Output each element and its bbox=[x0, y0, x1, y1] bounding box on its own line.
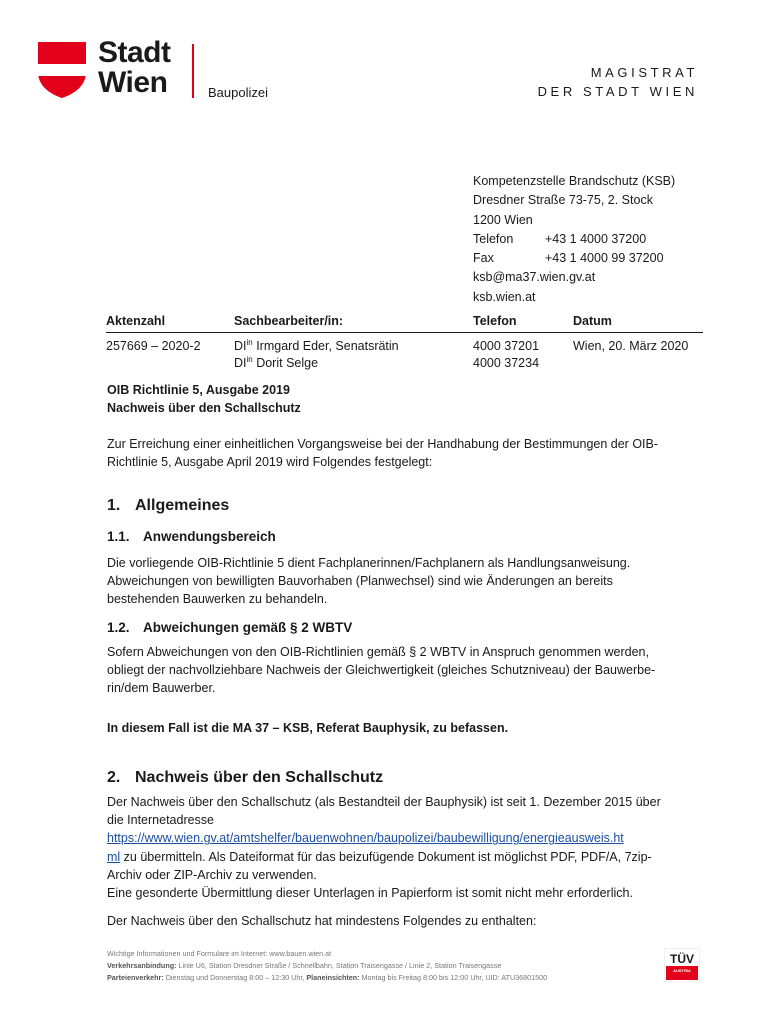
logo-wordmark bbox=[98, 38, 171, 98]
section-1-2-note: In diesem Fall ist die MA 37 – KSB, Referat Bauphysik, zu befassen. bbox=[107, 721, 509, 735]
svg-text:TÜV: TÜV bbox=[670, 952, 694, 966]
header-sachbearbeiter: Sachbearbeiter/in: bbox=[234, 314, 344, 328]
reference-table bbox=[106, 314, 703, 374]
footer-hours: Parteienverkehr: Dienstag und Donnerstag 8:00 – 12:30 Uhr, Planeinsichten: Montag bis Freitag 8:00 bis 12:00 Uhr, UID: ATU36801500 bbox=[107, 973, 548, 982]
sender-address bbox=[473, 172, 675, 307]
datum-value: Wien, 20. März 2020 bbox=[573, 339, 689, 353]
magistrat-line1: MAGISTRAT bbox=[590, 65, 698, 80]
subject bbox=[107, 381, 697, 417]
telefon-1: 4000 37201 bbox=[473, 339, 540, 353]
section-1-1-paragraph: Die vorliegende OIB-Richtlinie 5 dient Fachplanerinnen/Fachplanern als Handlungsanweisung. Abweichungen von bewilligten Bauvorhaben (Planwechsel) sind wie Änderungen an bereits bestehenden Bauwerken zu behandeln. bbox=[107, 556, 631, 607]
address-email: ksb@ma37.wien.gv.at bbox=[473, 270, 596, 285]
stadt-wien-emblem-icon bbox=[38, 42, 86, 98]
footer bbox=[107, 948, 547, 984]
logo-line-stadt: Stadt bbox=[98, 36, 171, 69]
section-1-heading: 1. Allgemeines bbox=[107, 497, 230, 514]
address-web: ksb.wien.at bbox=[473, 289, 536, 304]
section-2-paragraph: Der Nachweis über den Schallschutz (als Bestandteil der Bauphysik) ist seit 1. Dezember 2015 über die Internetadresse https://www.wien.gv.at/amtshelfer/bauenwohnen/baupolizei/baubewilligung/energieausweis.ht ml zu übermitteln. Als Dateiformat für das beizufügende Dokument ist möglichst PDF, PDF/A, 7zip- Archiv oder ZIP-Archiv zu verwenden. Eine gesonderte Übermittlung dieser Unterlagen in Papierform ist somit nicht mehr erforderlich. bbox=[107, 795, 661, 901]
header-telefon: Telefon bbox=[473, 314, 517, 328]
reference-values-row bbox=[106, 338, 703, 374]
department-name: Baupolizei bbox=[208, 85, 268, 100]
address-fax bbox=[473, 249, 675, 268]
intro-paragraph: Zur Erreichung einer einheitlichen Vorgangsweise bei der Handhabung der Bestimmungen der OIB- Richtlinie 5, Ausgabe April 2019 wird Folgendes festgelegt: bbox=[107, 437, 659, 470]
subject-line2: Nachweis über den Schallschutz bbox=[107, 401, 301, 416]
section-1-2-heading: 1.2. Abweichungen gemäß § 2 WBTV bbox=[107, 620, 353, 635]
footer-transport: Verkehrsanbindung: Linie U6, Station Dresdner Straße / Schnellbahn, Station Traisengasse / Linie 2, Station Traisengasse bbox=[107, 961, 502, 970]
logo-separator bbox=[192, 44, 194, 98]
section-1-1-heading: 1.1. Anwendungsbereich bbox=[107, 529, 276, 544]
sachbearbeiter-values bbox=[234, 338, 399, 372]
person-1: $DI^{in}$ Irmgard Eder, Senatsrätin bbox=[234, 337, 399, 353]
section-2-heading: 2. Nachweis über den Schallschutz bbox=[107, 769, 384, 786]
upload-url-link-cont[interactable]: ml bbox=[107, 849, 121, 864]
tuv-austria-seal-icon bbox=[664, 948, 700, 982]
phone-label: Telefon bbox=[473, 231, 514, 246]
address-name: Kompetenzstelle Brandschutz (KSB) bbox=[473, 174, 676, 188]
svg-text:AUSTRIA: AUSTRIA bbox=[673, 968, 691, 973]
logo-line-wien: Wien bbox=[98, 66, 168, 99]
person-2: $DI^{in}$ Dorit Selge bbox=[234, 354, 319, 370]
header-aktenzahl: Aktenzahl bbox=[106, 314, 166, 328]
upload-url-link[interactable]: https://www.wien.gv.at/amtshelfer/bauenwohnen/baupolizei/baubewilligung/energieausweis.ht bbox=[107, 831, 624, 846]
fax-label: Fax bbox=[473, 251, 494, 266]
section-1-2-paragraph: Sofern Abweichungen von den OIB-Richtlinien gemäß § 2 WBTV in Anspruch genommen werden, obliegt der nachvollziehbare Nachweis der Gleichwertigkeit (gleiches Schutzniveau) der Bauwerbe- rin/dem Bauwerber. bbox=[107, 645, 656, 696]
footer-info: Wichtige Informationen und Formulare im Internet: www.bauen.wien.at bbox=[107, 949, 332, 958]
address-city: 1200 Wien bbox=[473, 212, 533, 227]
subject-line1: OIB Richtlinie 5, Ausgabe 2019 bbox=[107, 383, 290, 397]
aktenzahl-value: 257669 – 2020-2 bbox=[106, 339, 201, 353]
phone-number: +43 1 4000 37200 bbox=[545, 231, 647, 246]
magistrat-heading bbox=[538, 63, 698, 101]
magistrat-line2: DER STADT WIEN bbox=[537, 84, 698, 99]
telefon-2: 4000 37234 bbox=[473, 356, 540, 370]
fax-number: +43 1 4000 99 37200 bbox=[545, 251, 664, 266]
header-datum: Datum bbox=[573, 314, 612, 328]
telefon-values bbox=[473, 338, 539, 372]
address-phone bbox=[473, 230, 675, 249]
reference-header-row bbox=[106, 314, 703, 333]
section-2-requirements-intro: Der Nachweis über den Schallschutz hat mindestens Folgendes zu enthalten: bbox=[107, 914, 537, 928]
address-street: Dresdner Straße 73-75, 2. Stock bbox=[473, 193, 653, 208]
